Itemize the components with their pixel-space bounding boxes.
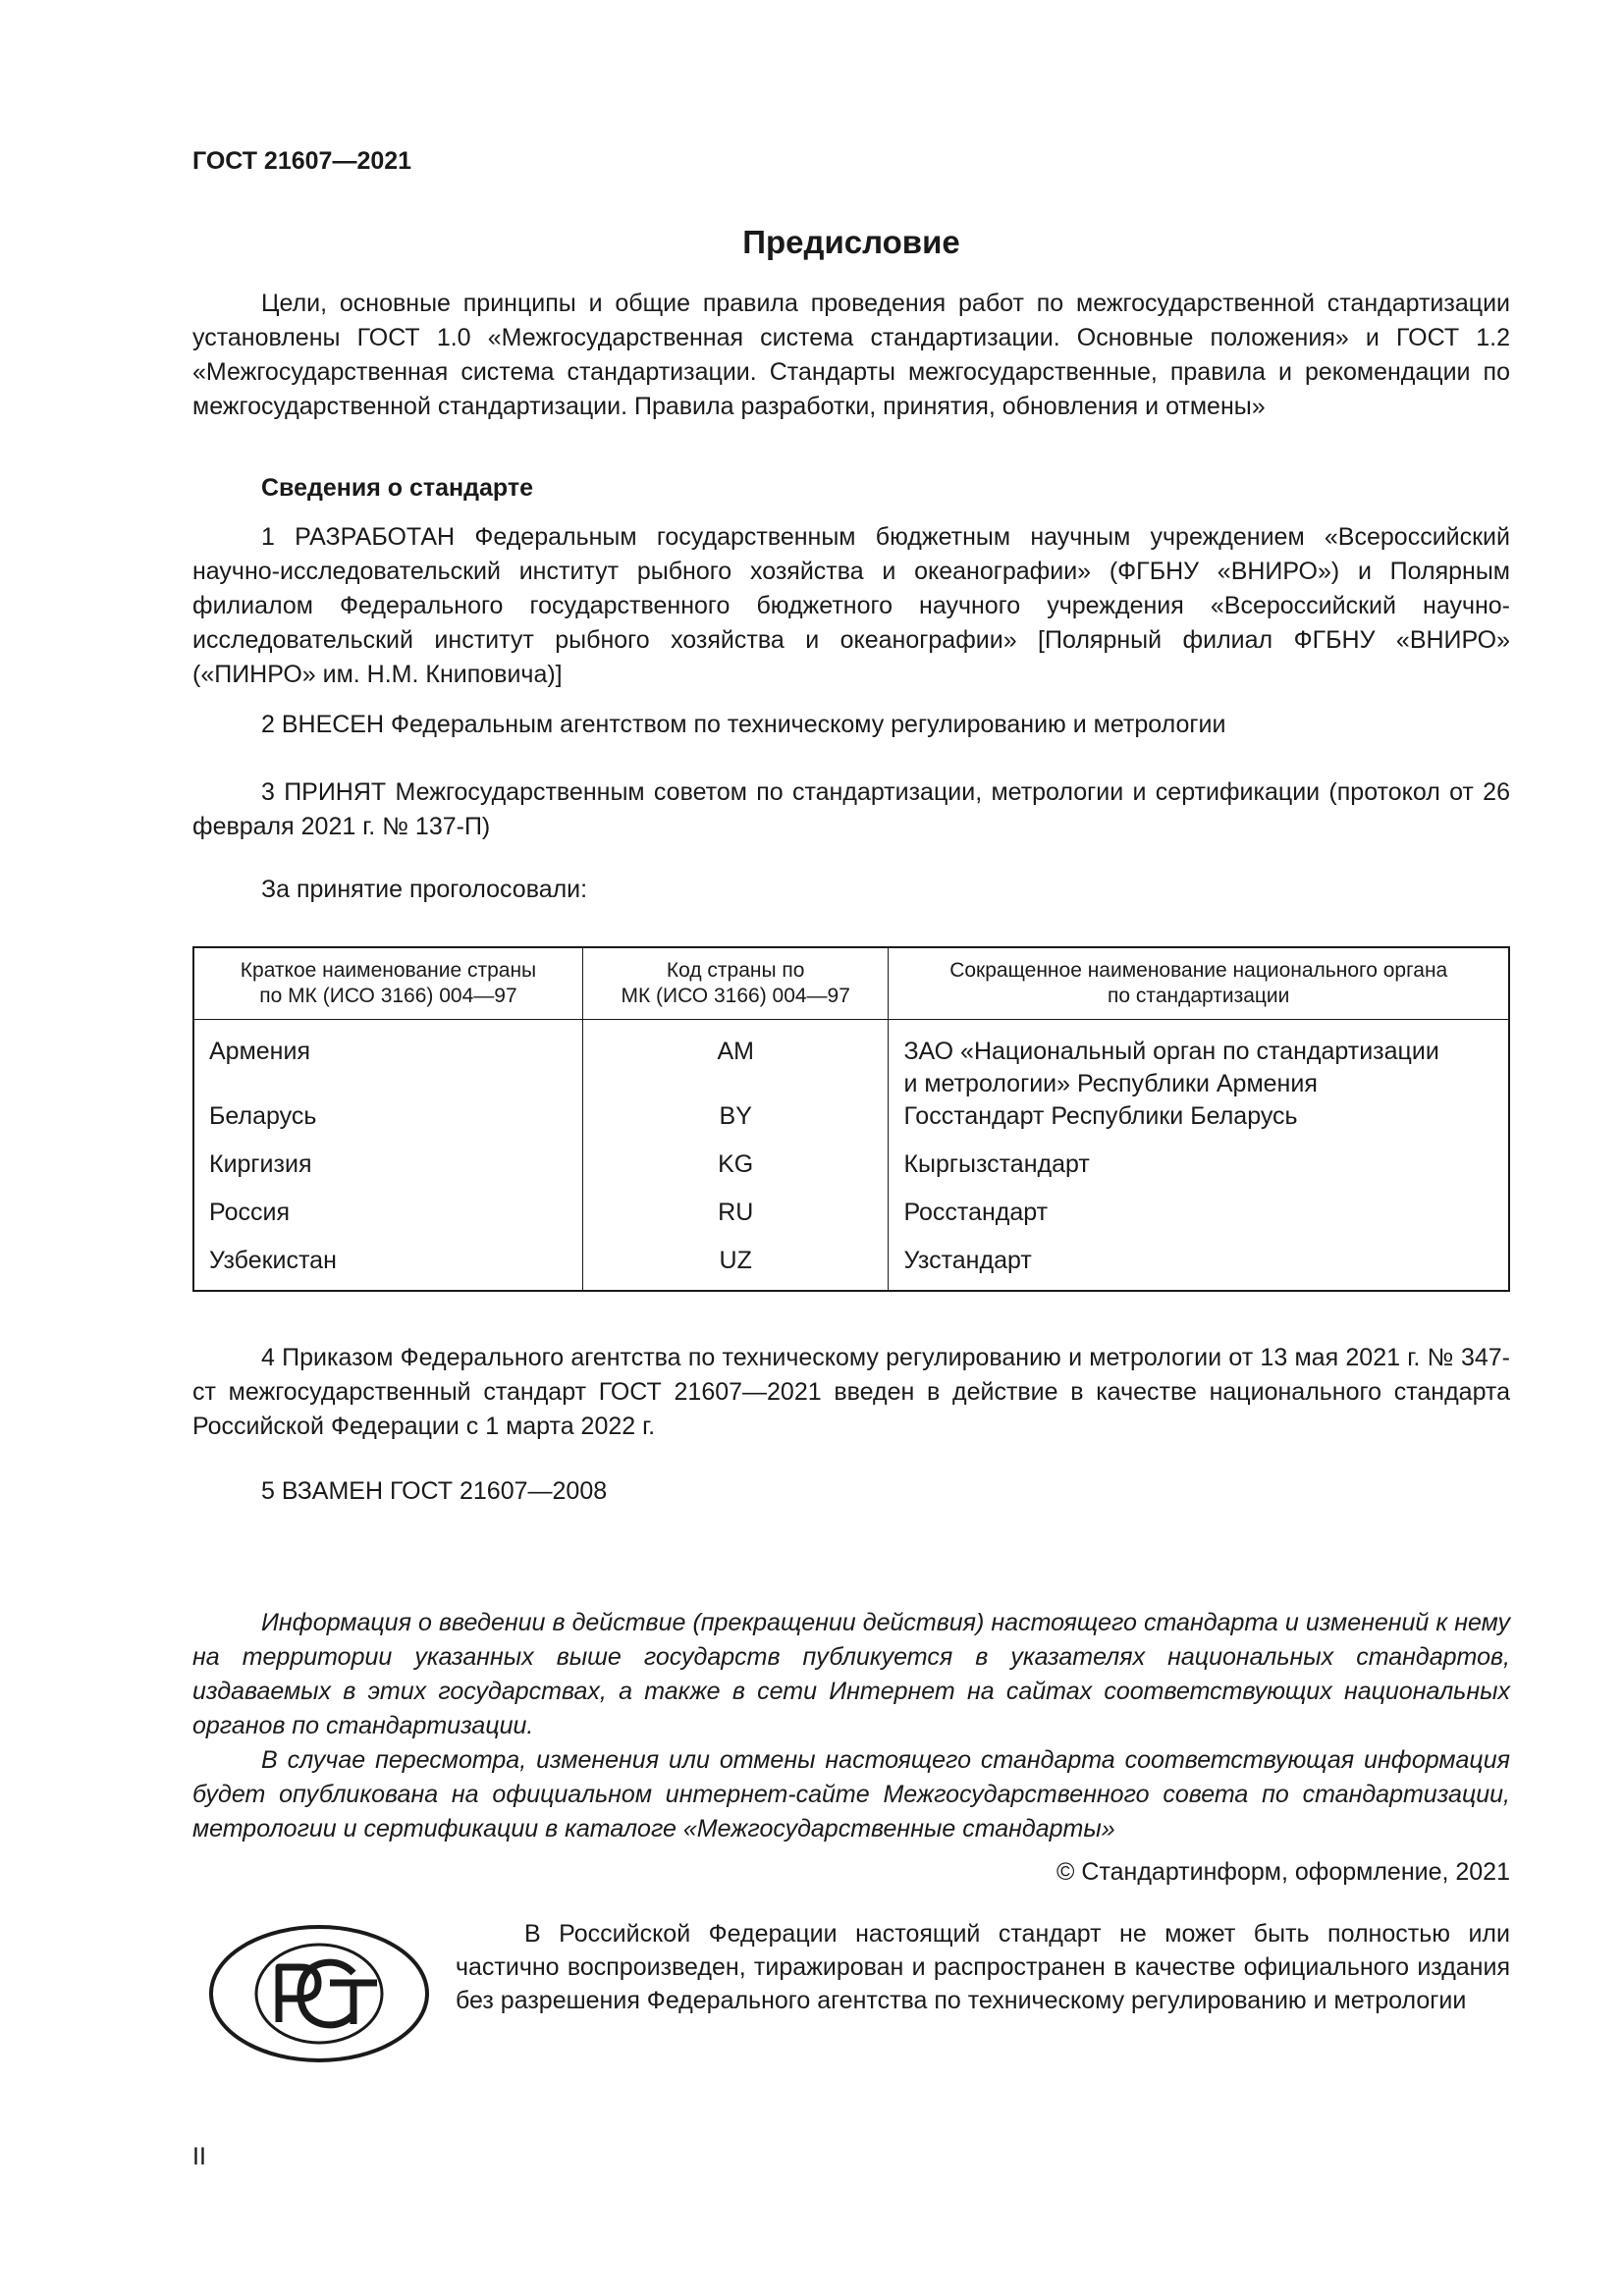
copyright-line: © Стандартинформ, оформление, 2021 <box>1056 1858 1510 1886</box>
header-country-code-line1: Код страны по <box>666 959 805 982</box>
header-country-code-line2: МК (ИСО 3166) 004—97 <box>621 985 850 1007</box>
country-cell: Армения <box>193 1020 582 1101</box>
table-row <box>193 1020 1509 1101</box>
national-body-cell: Узстандарт <box>889 1245 1509 1291</box>
code-cell: UZ <box>582 1245 888 1291</box>
item-4-order: 4 Приказом Федерального агентства по техническому регулированию и метрологии от 13 мая 2021 г. № 347-ст межгосударственный стандарт ГОСТ 21607—2021 введен в действие в качестве национального стандарта Российской Федерации с 1 марта 2022 г. <box>192 1344 1510 1440</box>
country-cell: Россия <box>193 1197 582 1245</box>
code-cell: AM <box>582 1020 888 1101</box>
header-national-body <box>889 947 1509 1020</box>
item-5-replaces: 5 ВЗАМЕН ГОСТ 21607—2008 <box>261 1477 608 1505</box>
rights-notice <box>456 1917 1510 2017</box>
country-cell: Киргизия <box>193 1148 582 1197</box>
item-1-developed: 1 РАЗРАБОТАН Федеральным государственным бюджетным научным учреждением «Всероссийский научно-исследовательский институт рыбного хозяйства и океанографии» (ФГБНУ «ВНИРО») и Полярным филиалом Федерального государственного бюджетного научного учреждения «Всероссийский научно-исследовательский институт рыбного хозяйства и океанографии» [Полярный филиал ФГБНУ «ВНИРО» («ПИНРО» им. Н.М. Книповича)] <box>192 523 1510 688</box>
rights-notice-text: В Российской Федерации настоящий стандарт не может быть полностью или частично воспроизведен, тиражирован и распространен в качестве официального издания без разрешения Федерального агентства по техническому регулированию и метрологии <box>456 1920 1510 2014</box>
document-id-header: ГОСТ 21607—2021 <box>192 147 412 175</box>
code-cell: KG <box>582 1148 888 1197</box>
national-body-cell <box>889 1020 1509 1101</box>
table-row <box>193 1245 1509 1291</box>
page-number: II <box>192 2143 206 2170</box>
item-2-submitted: 2 ВНЕСЕН Федеральным агентством по техническому регулированию и метрологии <box>261 711 1226 738</box>
header-country-name-line1: Краткое наименование страны <box>240 959 537 982</box>
table-row <box>193 1197 1509 1245</box>
standard-info-heading: Сведения о стандарте <box>261 474 534 502</box>
header-country-code <box>582 947 888 1020</box>
header-country-name <box>193 947 582 1020</box>
national-body-cell: Госстандарт Республики Беларусь <box>889 1100 1509 1148</box>
item-3-adopted: 3 ПРИНЯТ Межгосударственным советом по стандартизации, метрологии и сертификации (протокол от 26 февраля 2021 г. № 137-П) <box>192 778 1510 840</box>
votes-table <box>192 946 1510 1292</box>
rst-certification-logo-icon <box>206 1922 432 2065</box>
preface-title: Предисловие <box>742 224 960 260</box>
header-national-body-line1: Сокращенное наименование национального органа <box>949 959 1448 982</box>
national-body-line2: и метрологии» Республики Армения <box>903 1070 1318 1097</box>
notice-paragraph-1: Информация о введении в действие (прекращении действия) настоящего стандарта и изменений к нему на территории указанных выше государств публикуется в указателях национальных стандартов, издаваемых в этих государствах, а также в сети Интернет на сайтах соответствующих национальных органов по стандартизации. <box>192 1609 1510 1739</box>
vote-intro: За принятие проголосовали: <box>261 876 588 903</box>
preface-intro: Цели, основные принципы и общие правила проведения работ по межгосударственной стандартизации установлены ГОСТ 1.0 «Межгосударственная система стандартизации. Основные положения» и ГОСТ 1.2 «Межгосударственная система стандартизации. Стандарты межгосударственные, правила и рекомендации по межгосударственной стандартизации. Правила разработки, принятия, обновления и отмены» <box>192 290 1510 420</box>
national-body-line1: ЗАО «Национальный орган по стандартизации <box>903 1038 1439 1065</box>
table-row <box>193 1100 1509 1148</box>
national-body-cell: Кыргызстандарт <box>889 1148 1509 1197</box>
notice-paragraph-2: В случае пересмотра, изменения или отмены настоящего стандарта соответствующая информация будет опубликована на официальном интернет-сайте Межгосударственного совета по стандартизации, метрологии и сертификации в каталоге «Межгосударственные стандарты» <box>192 1746 1510 1842</box>
votes-table-header-row <box>193 947 1509 1020</box>
header-national-body-line2: по стандартизации <box>1108 985 1290 1007</box>
table-row <box>193 1148 1509 1197</box>
country-cell: Узбекистан <box>193 1245 582 1291</box>
national-body-cell: Росстандарт <box>889 1197 1509 1245</box>
country-cell: Беларусь <box>193 1100 582 1148</box>
code-cell: RU <box>582 1197 888 1245</box>
header-country-name-line2: по МК (ИСО 3166) 004—97 <box>259 985 517 1007</box>
code-cell: BY <box>582 1100 888 1148</box>
